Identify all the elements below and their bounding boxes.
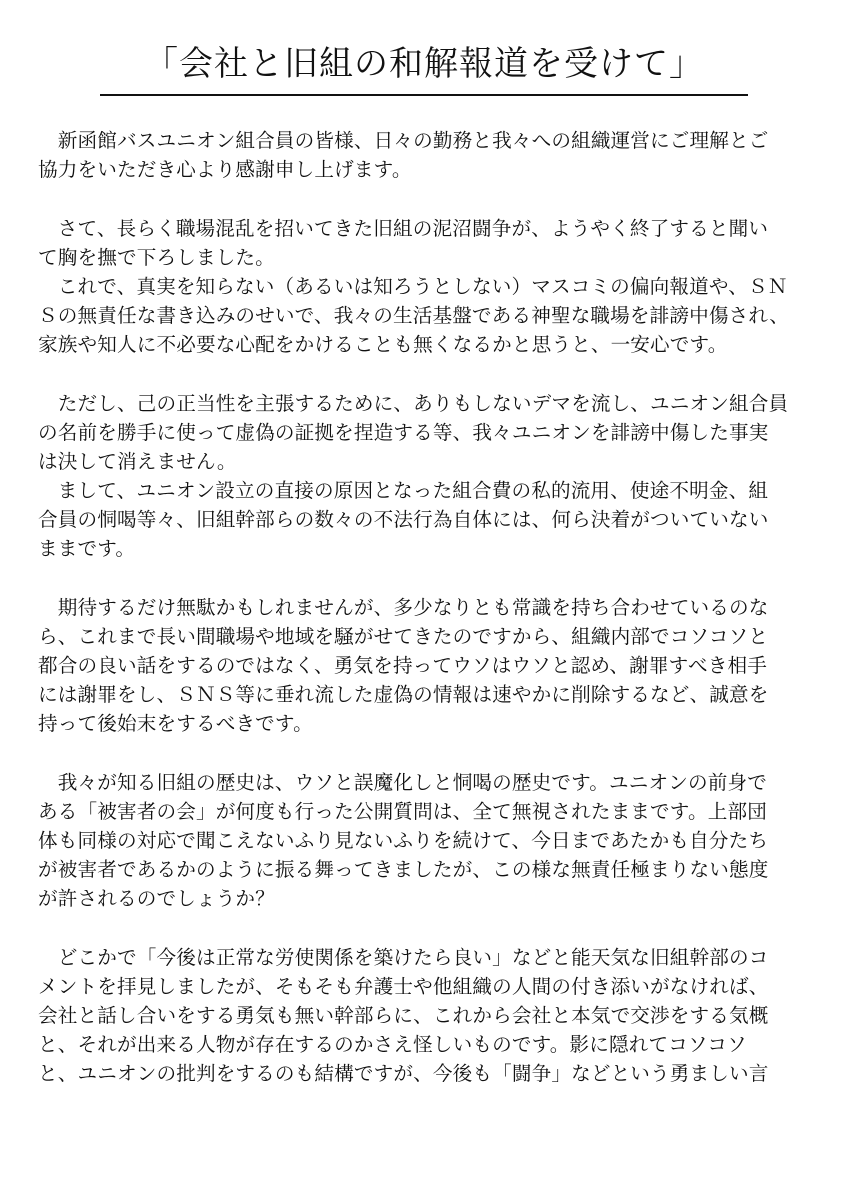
text-line: 期待するだけ無駄かもしれませんが、多少なりとも常識を持ち合わせているのな: [38, 596, 769, 619]
text-line: 都合の良い話をするのではなく、勇気を持ってウソはウソと認め、謝罪すべき相手: [38, 654, 767, 677]
paragraph-spacer: [38, 184, 818, 214]
text-line: ら、これまで長い間職場や地域を騒がせてきたのですから、組織内部でコソコソと: [38, 625, 769, 648]
paragraph-spacer: [38, 359, 818, 389]
text-line: は決して消えません。: [38, 450, 237, 473]
document-body: [38, 126, 818, 1088]
paragraph-spacer: [38, 913, 818, 943]
text-line: と、それが出来る人物が存在するのかさえ怪しいものです。影に隠れてコソコソ: [38, 1033, 747, 1056]
text-line: ただし、己の正当性を主張するために、ありもしないデマを流し、ユニオン組合員: [38, 392, 789, 415]
text-line: が被害者であるかのように振る舞ってきましたが、この様な無責任極まりない態度: [38, 858, 769, 881]
text-line: が許されるのでしょうか？: [38, 887, 275, 910]
text-line: これで、真実を知らない（あるいは知ろうとしない）マスコミの偏向報道や、ＳＮ: [38, 275, 788, 298]
text-line: 家族や知人に不必要な心配をかけることも無くなるかと思うと、一安心です。: [38, 333, 728, 356]
paragraph-spacer: [38, 563, 818, 593]
paragraph-spacer: [38, 738, 818, 768]
text-line: 我々が知る旧組の歴史は、ウソと誤魔化しと恫喝の歴史です。ユニオンの前身で: [38, 771, 767, 794]
text-line: まして、ユニオン設立の直接の原因となった組合費の私的流用、使途不明金、組: [38, 479, 769, 502]
text-line: ある「被害者の会」が何度も行った公開質問は、全て無視されたままです。上部団: [38, 800, 767, 823]
text-line: 合員の恫喝等々、旧組幹部らの数々の不法行為自体には、何ら決着がついていない: [38, 508, 769, 531]
text-line: Ｓの無責任な書き込みのせいで、我々の生活基盤である神聖な職場を誹謗中傷され、: [38, 304, 790, 327]
text-line: 協力をいただき心より感謝申し上げます。: [38, 158, 412, 181]
text-line: 体も同様の対応で聞こえないふり見ないふりを続けて、今日まであたかも自分たち: [38, 829, 769, 852]
text-line: 持って後始末をするべきです。: [38, 712, 313, 735]
text-line: には謝罪をし、ＳＮＳ等に垂れ流した虚偽の情報は速やかに削除するなど、誠意を: [38, 683, 769, 706]
text-line: て胸を撫で下ろしました。: [38, 246, 275, 269]
text-line: さて、長らく職場混乱を招いてきた旧組の泥沼闘争が、ようやく終了すると聞い: [38, 217, 769, 240]
text-line: 新函館バスユニオン組合員の皆様、日々の勤務と我々への組織運営にご理解とご: [38, 129, 769, 152]
text-line: の名前を勝手に使って虚偽の証拠を捏造する等、我々ユニオンを誹謗中傷した事実: [38, 421, 769, 444]
text-line: ままです。: [38, 537, 136, 560]
text-line: と、ユニオンの批判をするのも結構ですが、今後も「闘争」などという勇ましい言: [38, 1062, 769, 1085]
text-line: 会社と話し合いをする勇気も無い幹部らに、これから会社と本気で交渉をする気概: [38, 1004, 769, 1027]
text-line: メントを拝見しましたが、そもそも弁護士や他組織の人間の付き添いがなければ、: [38, 975, 769, 998]
text-line: どこかで「今後は正常な労使関係を築けたら良い」などと能天気な旧組幹部のコ: [38, 946, 769, 969]
document-title: 「会社と旧組の和解報道を受けて」: [100, 38, 748, 96]
